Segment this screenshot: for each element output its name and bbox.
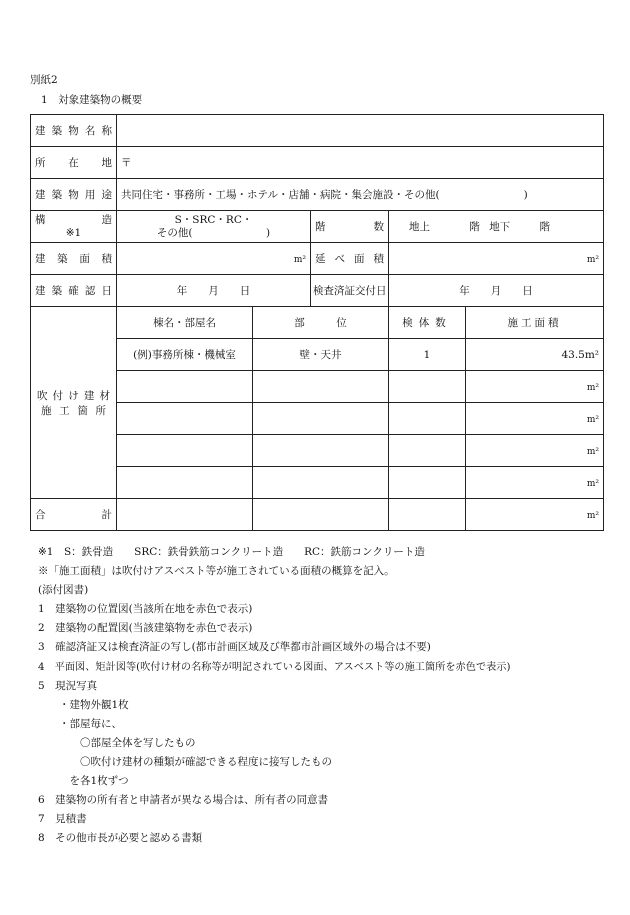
postal-mark: 〒 (121, 157, 132, 169)
part-cell[interactable] (253, 435, 389, 467)
column-header-area: 施工面積 (466, 307, 604, 339)
total-room-cell (117, 499, 253, 531)
area-unit: m² (586, 414, 600, 425)
building-area-unit: m² (293, 254, 306, 265)
structure-note-mark: ※1 (65, 226, 82, 239)
list-item: 3 確認済証又は検査済証の写し(都市計画区域及び準都市計画区域外の場合は不要) (38, 641, 431, 654)
list-item: 1 建築物の位置図(当該所在地を赤色で表示) (38, 603, 253, 616)
total-area-unit: m² (586, 510, 600, 521)
spray-label (31, 307, 117, 499)
total-floor-area-unit: m² (586, 254, 600, 265)
list-item: ・建物外観1枚 (38, 698, 129, 711)
structure-label-text: 構 造 (35, 213, 112, 226)
inspection-date-field[interactable]: 年 月 日 (389, 275, 604, 307)
room-cell[interactable] (117, 371, 253, 403)
list-item: 〇部屋全体を写したもの (38, 736, 196, 749)
list-item: 5 現況写真 (38, 679, 98, 692)
floors-above-label: 地上 (409, 221, 430, 233)
room-cell[interactable] (117, 467, 253, 499)
building-name-field[interactable] (117, 115, 604, 147)
area-unit: m² (586, 446, 600, 457)
building-area-field[interactable] (117, 243, 311, 275)
floors-below-label: 地下 (489, 221, 511, 233)
count-cell[interactable] (389, 467, 466, 499)
spray-label-line1: 吹付け建材 (37, 389, 110, 402)
list-item: 7 見積書 (38, 813, 87, 826)
total-count-cell[interactable] (389, 499, 466, 531)
table-row (31, 371, 604, 403)
confirm-date-label: 建築確認日 (31, 275, 117, 307)
area-cell[interactable] (466, 403, 604, 435)
room-cell[interactable] (117, 403, 253, 435)
list-item: 4 平面図、矩計図等(吹付け材の名称等が明記されている図面、アスベスト等の施工箇所を赤色で表示) (38, 661, 511, 673)
count-cell[interactable] (389, 403, 466, 435)
column-header-count: 検体数 (389, 307, 466, 339)
list-item: ・部屋毎に、 (38, 717, 122, 730)
building-overview-table (30, 114, 604, 531)
row-building-name (31, 115, 604, 147)
structure-options-line1: S・SRC・RC・ (174, 213, 253, 226)
area-unit: m² (586, 478, 600, 489)
column-header-room: 棟名・部屋名 (117, 307, 253, 339)
location-field[interactable] (117, 147, 604, 179)
row-total (31, 499, 604, 531)
row-building-use (31, 179, 604, 211)
building-use-label: 建築物用途 (31, 179, 117, 211)
area-cell[interactable] (466, 467, 604, 499)
attachments-heading: (添付図書) (38, 584, 89, 597)
table-row (31, 435, 604, 467)
list-item: を各1枚ずつ (38, 775, 129, 788)
example-part[interactable]: 壁・天井 (253, 339, 389, 371)
part-cell[interactable] (253, 371, 389, 403)
building-name-label: 建築物名称 (31, 115, 117, 147)
floors-below-unit: 階 (539, 221, 551, 233)
spray-label-line2: 施工箇所 (41, 404, 106, 417)
row-location (31, 147, 604, 179)
total-floor-area-label: 延べ面積 (311, 243, 389, 275)
building-use-options[interactable]: 共同住宅・事務所・工場・ホテル・店舗・病院・集会施設・その他( ) (117, 179, 604, 211)
row-structure (31, 211, 604, 243)
list-item: 6 建築物の所有者と申請者が異なる場合は、所有者の同意書 (38, 794, 329, 807)
count-cell[interactable] (389, 371, 466, 403)
example-area[interactable]: 43.5m² (466, 339, 604, 371)
area-unit: m² (586, 382, 600, 393)
list-item: 8 その他市長が必要と認める書類 (38, 832, 203, 845)
example-count[interactable]: 1 (389, 339, 466, 371)
row-spray-header (31, 307, 604, 339)
list-item: 2 建築物の配置図(当該建築物を赤色で表示) (38, 622, 253, 635)
example-room[interactable]: (例)事務所棟・機械室 (117, 339, 253, 371)
structure-options-line2: その他( ) (156, 226, 271, 239)
note-structure-legend: ※1 S：鉄骨造 SRC：鉄骨鉄筋コンクリート造 RC：鉄筋コンクリート造 (38, 546, 425, 558)
table-row (31, 467, 604, 499)
note-area-explanation: ※「施工面積」は吹付けアスベスト等が施工されている面積の概算を記入。 (38, 565, 395, 578)
floors-field[interactable] (389, 211, 604, 243)
structure-label (31, 211, 117, 243)
part-cell[interactable] (253, 403, 389, 435)
total-label: 合 計 (31, 499, 117, 531)
location-label: 所 在 地 (31, 147, 117, 179)
floors-label: 階 数 (311, 211, 389, 243)
count-cell[interactable] (389, 435, 466, 467)
column-header-part: 部 位 (253, 307, 389, 339)
row-dates (31, 275, 604, 307)
list-item: 〇吹付け建材の種類が確認できる程度に接写したもの (38, 756, 332, 769)
structure-options[interactable] (117, 211, 311, 243)
area-cell[interactable] (466, 435, 604, 467)
area-cell[interactable] (466, 371, 604, 403)
row-area (31, 243, 604, 275)
table-row (31, 339, 604, 371)
total-floor-area-field[interactable] (389, 243, 604, 275)
document-reference: 別紙2 (30, 74, 58, 86)
inspection-date-label: 検査済証交付日 (311, 275, 389, 307)
total-part-cell (253, 499, 389, 531)
building-area-label: 建築面積 (31, 243, 117, 275)
notes-section (38, 543, 608, 849)
table-row (31, 403, 604, 435)
total-area-cell[interactable] (466, 499, 604, 531)
room-cell[interactable] (117, 435, 253, 467)
floors-above-unit: 階 (469, 221, 480, 233)
section-title: 1 対象建築物の概要 (41, 94, 143, 106)
part-cell[interactable] (253, 467, 389, 499)
confirm-date-field[interactable]: 年 月 日 (117, 275, 311, 307)
